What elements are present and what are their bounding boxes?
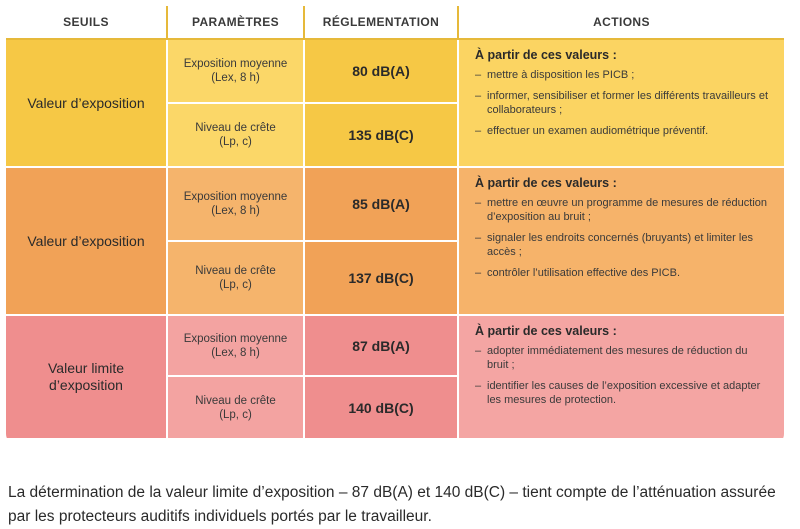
threshold-table: [6, 6, 784, 444]
param-unit: (Lex, 8 h): [211, 346, 260, 359]
param-name: Exposition moyenne: [183, 332, 288, 345]
param-label: [195, 121, 276, 149]
caption: La détermination de la valeur limite d’exposition – 87 dB(A) et 140 dB(C) – tient compte de l’atténuation assurée par les protecteurs auditifs individuels portés par le travailleur.: [8, 483, 776, 525]
action-item: [475, 68, 770, 82]
param-cell: [168, 40, 305, 104]
param-label: [195, 264, 276, 292]
reglementation-value: 87 dB(A): [352, 337, 410, 354]
action-text: mettre à disposition les PICB ;: [487, 69, 635, 81]
action-text: contrôler l’utilisation effective des PICB.: [487, 267, 680, 279]
seuil-cell-exposure-1: [6, 40, 168, 168]
dash-bullet: –: [475, 197, 482, 209]
param-unit: (Lp, c): [219, 279, 252, 291]
reglementation-value: 135 dB(C): [348, 127, 414, 143]
param-name: Niveau de crête: [195, 265, 276, 277]
dash-bullet: –: [475, 267, 482, 279]
reglementation-value: 137 dB(C): [348, 270, 414, 286]
action-item: [475, 231, 770, 259]
param-name: Exposition moyenne: [183, 191, 288, 203]
header-seuils: SEUILS: [6, 6, 168, 40]
seuil-label-line1: Valeur limite: [48, 360, 124, 376]
reglementation-cell: [305, 168, 459, 242]
dash-bullet: –: [475, 380, 482, 392]
param-name: Niveau de crête: [195, 122, 276, 134]
actions-cell: [459, 316, 784, 438]
dash-bullet: –: [475, 345, 482, 357]
param-cell: [168, 377, 305, 438]
action-text: mettre en œuvre un programme de mesures de réduction d’exposition au bruit ;: [487, 197, 768, 223]
action-text: adopter immédiatement des mesures de réduction du bruit ;: [487, 345, 748, 371]
reglementation-value: 80 dB(A): [352, 63, 410, 79]
dash-bullet: –: [475, 232, 482, 244]
dash-bullet: –: [475, 90, 482, 102]
header-reglementation: RÉGLEMENTATION: [305, 6, 459, 40]
dash-bullet: –: [475, 125, 482, 137]
actions-list: [475, 48, 770, 145]
reglementation-cell: [305, 40, 459, 104]
reglementation-value: 140 dB(C): [348, 399, 414, 416]
action-item: [475, 124, 770, 138]
seuil-label: Valeur d’exposition: [27, 232, 145, 249]
actions-title: À partir de ces valeurs :: [475, 324, 617, 338]
action-item: [475, 344, 770, 372]
param-unit: (Lp, c): [219, 136, 252, 148]
actions-title: À partir de ces valeurs :: [475, 48, 617, 62]
actions-cell: [459, 40, 784, 168]
header-parametres: PARAMÈTRES: [168, 6, 305, 40]
action-text: signaler les endroits concernés (bruyants) et limiter les accès ;: [487, 232, 753, 258]
actions-list: [475, 176, 770, 287]
action-item: [475, 89, 770, 117]
action-text: effectuer un examen audiométrique préventif.: [487, 125, 709, 137]
param-cell: [168, 104, 305, 168]
param-label: [184, 57, 288, 85]
dash-bullet: –: [475, 69, 482, 81]
threshold-grid: [6, 6, 784, 444]
action-item: [475, 196, 770, 224]
actions-list: [475, 324, 770, 414]
seuil-label: [40, 360, 132, 394]
action-item: [475, 266, 770, 280]
seuil-label-line2: d’exposition: [49, 377, 123, 393]
param-label: [184, 190, 288, 218]
seuil-cell-exposure-2: [6, 168, 168, 316]
reglementation-cell: [305, 242, 459, 316]
reglementation-value: 85 dB(A): [352, 196, 410, 212]
reglementation-cell: [305, 104, 459, 168]
action-text: identifier les causes de l’exposition excessive et adapter les mesures de protection.: [487, 380, 761, 406]
reglementation-cell: [305, 377, 459, 438]
param-cell: [168, 242, 305, 316]
seuil-cell-limit: [6, 316, 168, 438]
param-unit: (Lex, 8 h): [211, 205, 260, 217]
reglementation-cell: [305, 316, 459, 377]
seuil-label: Valeur d’exposition: [27, 94, 145, 111]
header-actions: ACTIONS: [459, 6, 784, 40]
param-name: Exposition moyenne: [183, 58, 288, 70]
param-unit: (Lex, 8 h): [211, 72, 260, 84]
param-cell: [168, 316, 305, 377]
actions-title: À partir de ces valeurs :: [475, 176, 617, 190]
action-item: [475, 379, 770, 407]
param-label: [184, 332, 288, 360]
param-cell: [168, 168, 305, 242]
param-unit: (Lp, c): [219, 408, 252, 421]
param-name: Niveau de crête: [195, 394, 276, 407]
param-label: [195, 394, 276, 422]
action-text: informer, sensibiliser et former les différents travailleurs et collaborateurs ;: [487, 90, 769, 116]
actions-cell: [459, 168, 784, 316]
